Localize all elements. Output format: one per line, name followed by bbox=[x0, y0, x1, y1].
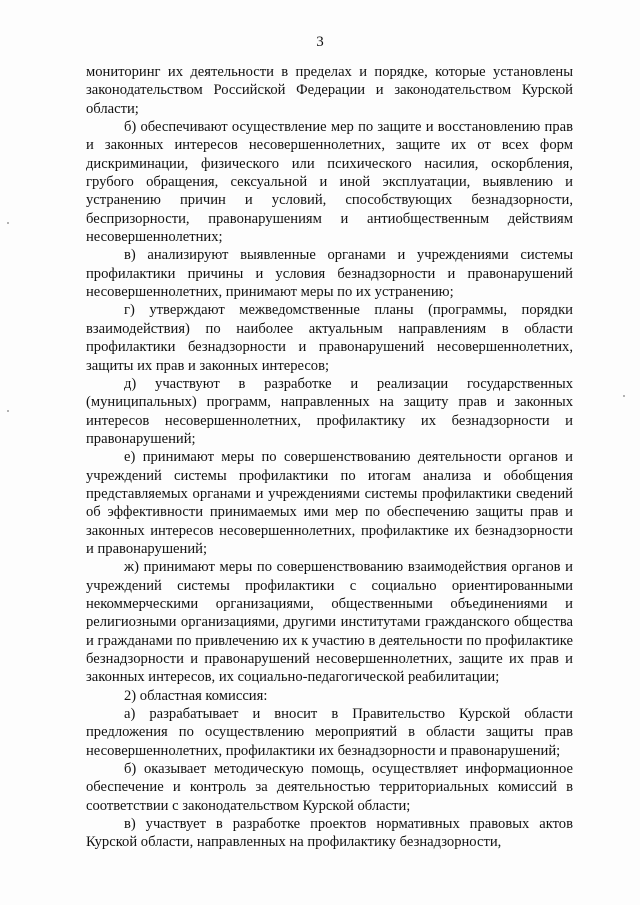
paragraph-item-a: а) разрабатывает и вносит в Правительство Курской области предложения по осуществлению мероприятий в области защиты прав несовершеннолетних, профилактики их безнадзорности и правонарушений; bbox=[86, 706, 573, 759]
scan-dot bbox=[623, 395, 625, 397]
paragraph-section-2: 2) областная комиссия: bbox=[124, 687, 268, 704]
paragraph-continuation: мониторинг их деятельности в пределах и порядке, которые установлены законодательством Российской Федерации и законодательством Курской области; bbox=[86, 64, 573, 117]
paragraph-item-v-2: в) участвует в разработке проектов нормативных правовых актов Курской области, направленных на профилактику безнадзорности, bbox=[86, 816, 573, 851]
paragraph-item-zh: ж) принимают меры по совершенствованию взаимодействия органов и учреждений системы профилактики с социально ориентированными некоммерческими организациями, общественными объединениями и религиозными организациями, другими институтами гражданского общества и гражданами по привлечению их к участию в деятельности по профилактике безнадзорности и правонарушений несовершеннолетних, защите их прав и законных интересов, их социально-педагогической реабилитации; bbox=[86, 559, 573, 686]
paragraph-item-b: б) обеспечивают осуществление мер по защите и восстановлению прав и законных интересов несовершеннолетних, защите их от всех форм дискриминации, физического или психического насилия, оскорбления, грубого обращения, сексуальной и иной эксплуатации, выявлению и устранению причин и условий, способствующих безнадзорности, беспризорности, правонарушениям и антиобщественным действиям несовершеннолетних; bbox=[86, 119, 573, 246]
scan-dot bbox=[7, 410, 9, 412]
page-number: 3 bbox=[316, 34, 324, 50]
scan-dot bbox=[7, 222, 9, 224]
document-body bbox=[86, 63, 573, 852]
paragraph-item-v: в) анализируют выявленные органами и учреждениями системы профилактики причины и условия безнадзорности и правонарушений несовершеннолетних, принимают меры по их устранению; bbox=[86, 247, 573, 301]
paragraph-item-d: д) участвуют в разработке и реализации государственных (муниципальных) программ, направленных на защиту прав и законных интересов несовершеннолетних, профилактику их безнадзорности и правонарушений; bbox=[86, 375, 573, 447]
paragraph-item-g: г) утверждают межведомственные планы (программы, порядки взаимодействия) по наиболее актуальным направлениям в области профилактики безнадзорности и правонарушений несовершеннолетних, защиты их прав и законных интересов; bbox=[86, 302, 573, 374]
paragraph-item-e: е) принимают меры по совершенствованию деятельности органов и учреждений системы профилактики по итогам анализа и обобщения представляемых органами и учреждениями системы профилактики сведений об эффективности принимаемых ими мер по обеспечению защиты прав и законных интересов несовершеннолетних, профилактике их безнадзорности и правонарушений; bbox=[86, 449, 573, 557]
paragraph-item-b-2: б) оказывает методическую помощь, осуществляет информационное обеспечение и контроль за деятельностью территориальных комиссий в соответствии с законодательством Курской области; bbox=[86, 761, 573, 814]
